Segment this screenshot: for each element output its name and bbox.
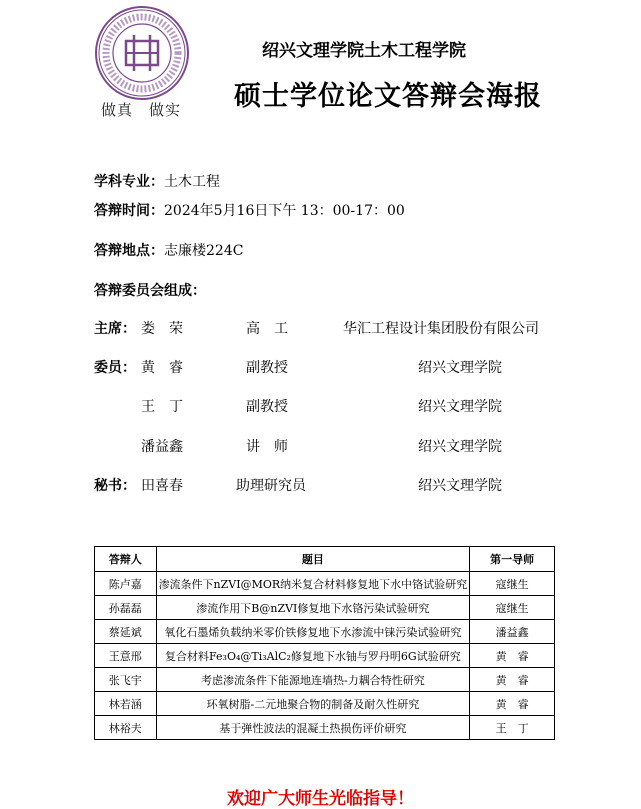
committee-heading: 答辩委员会组成：: [94, 283, 206, 299]
university-logo: [94, 5, 190, 101]
place-value: 志廉楼224C: [164, 243, 244, 259]
welcome-message: 欢迎广大师生光临指导！: [227, 789, 414, 809]
committee-name: 黄 睿: [141, 360, 183, 376]
table-row: [95, 572, 555, 596]
table-row: [95, 716, 555, 740]
student-cell: 孙磊磊: [95, 596, 157, 620]
topic-cell: 复合材料Fe₃O₄@Ti₃AlC₂修复地下水铀与罗丹明6G试验研究: [156, 644, 470, 668]
page-title: 硕士学位论文答辩会海报: [234, 81, 542, 112]
committee-title: 副教授: [246, 360, 288, 376]
committee-name: 潘益鑫: [141, 439, 183, 455]
committee-name: 田喜春: [141, 478, 183, 494]
time-value: 2024年5月16日下午 13：00-17：00: [164, 203, 405, 219]
defense-table: [94, 546, 555, 740]
major-row: [94, 171, 220, 191]
column-header: 题目: [156, 547, 470, 572]
table-header-row: [95, 547, 555, 572]
table-row: [95, 644, 555, 668]
committee-title: 助理研究员: [236, 478, 306, 494]
committee-title: 副教授: [246, 399, 288, 415]
committee-role: 秘书：: [94, 478, 136, 494]
advisor-cell: 潘益鑫: [470, 620, 555, 644]
committee-org: 华汇工程设计集团股份有限公司: [343, 321, 539, 337]
student-cell: 林裕夫: [95, 716, 157, 740]
committee-title: 高 工: [246, 321, 288, 337]
topic-cell: 基于弹性波法的混凝土热损伤评价研究: [156, 716, 470, 740]
table-row: [95, 692, 555, 716]
table-row: [95, 596, 555, 620]
committee-role: 主席：: [94, 321, 136, 337]
place-label: 答辩地点：: [94, 243, 164, 259]
column-header: 答辩人: [95, 547, 157, 572]
student-cell: 张飞宇: [95, 668, 157, 692]
committee-org: 绍兴文理学院: [418, 399, 502, 415]
student-cell: 林若涵: [95, 692, 157, 716]
advisor-cell: 黄 睿: [470, 692, 555, 716]
committee-org: 绍兴文理学院: [418, 439, 502, 455]
column-header: 第一导师: [470, 547, 555, 572]
table-row: [95, 668, 555, 692]
time-row: [94, 200, 405, 220]
topic-cell: 氧化石墨烯负载纳米零价铁修复地下水渗流中铼污染试验研究: [156, 620, 470, 644]
advisor-cell: 王 丁: [470, 716, 555, 740]
committee-name: 王 丁: [141, 399, 183, 415]
committee-org: 绍兴文理学院: [418, 360, 502, 376]
committee-role: 委员：: [94, 360, 136, 376]
major-label: 学科专业：: [94, 174, 164, 190]
topic-cell: 考虑渗流条件下能源地连墙热-力耦合特性研究: [156, 668, 470, 692]
place-row: [94, 240, 243, 260]
advisor-cell: 寇继生: [470, 596, 555, 620]
topic-cell: 渗流条件下nZVI@MOR纳米复合材料修复地下水中铬试验研究: [156, 572, 470, 596]
topic-cell: 渗流作用下B@nZVI修复地下水铬污染试验研究: [156, 596, 470, 620]
committee-title: 讲 师: [246, 439, 288, 455]
school-name: 绍兴文理学院土木工程学院: [262, 41, 466, 61]
committee-name: 娄 荣: [141, 321, 183, 337]
topic-cell: 环氧树脂-二元地聚合物的制备及耐久性研究: [156, 692, 470, 716]
student-cell: 蔡延斌: [95, 620, 157, 644]
school-motto: 做真 做实: [101, 101, 182, 119]
student-cell: 陈卢嘉: [95, 572, 157, 596]
committee-org: 绍兴文理学院: [418, 478, 502, 494]
advisor-cell: 黄 睿: [470, 644, 555, 668]
student-cell: 王意邢: [95, 644, 157, 668]
advisor-cell: 寇继生: [470, 572, 555, 596]
time-label: 答辩时间：: [94, 203, 164, 219]
table-row: [95, 620, 555, 644]
major-value: 土木工程: [164, 174, 220, 190]
advisor-cell: 黄 睿: [470, 668, 555, 692]
